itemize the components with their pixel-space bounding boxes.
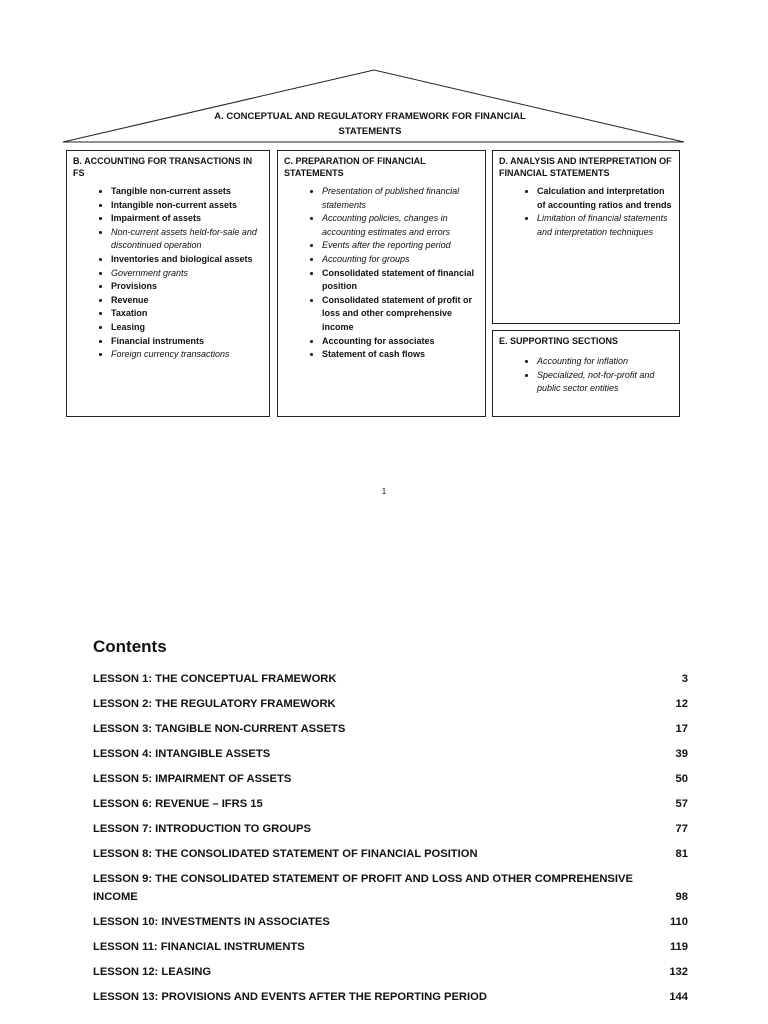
box-e-title: E. SUPPORTING SECTIONS <box>499 336 619 346</box>
toc-entry-page: 81 <box>675 848 688 860</box>
framework-list-item: • Intangible non-current assets <box>111 199 263 213</box>
box-b-list <box>73 185 263 362</box>
box-e-list <box>499 355 673 396</box>
toc-entry-label: LESSON 7: INTRODUCTION TO GROUPS <box>93 823 311 835</box>
box-c-title: C. PREPARATION OF FINANCIAL STATEMENTS <box>284 156 426 178</box>
toc-entry-page: 119 <box>669 941 688 953</box>
toc-entry-label: LESSON 4: INTANGIBLE ASSETS <box>93 748 271 760</box>
framework-box-c <box>277 150 486 417</box>
framework-list-item: • Provisions <box>111 280 263 294</box>
framework-list-item: • Financial instruments <box>111 335 263 349</box>
toc-entry[interactable] <box>93 745 688 763</box>
table-of-contents <box>93 670 688 1013</box>
box-d-title: D. ANALYSIS AND INTERPRETATION OF FINANCIAL STATEMENTS <box>499 156 672 178</box>
toc-entry-label: LESSON 11: FINANCIAL INSTRUMENTS <box>93 941 305 953</box>
toc-entry[interactable] <box>93 795 688 813</box>
toc-entry[interactable] <box>93 695 688 713</box>
toc-entry[interactable] <box>93 820 688 838</box>
framework-list-item: • Events after the reporting period <box>322 239 479 253</box>
toc-entry[interactable] <box>93 670 688 688</box>
toc-entry-label: LESSON 13: PROVISIONS AND EVENTS AFTER THE REPORTING PERIOD <box>93 991 487 1003</box>
framework-list-item: • Accounting for associates <box>322 335 479 349</box>
framework-list-item: • Presentation of published financial statements <box>322 185 479 212</box>
toc-entry-label: LESSON 6: REVENUE – IFRS 15 <box>93 798 263 810</box>
framework-list-item: • Taxation <box>111 307 263 321</box>
framework-list-item: • Specialized, not-for-profit and public sector entities <box>537 369 673 396</box>
framework-list-item: • Accounting for groups <box>322 253 479 267</box>
toc-entry-label: LESSON 3: TANGIBLE NON-CURRENT ASSETS <box>93 723 346 735</box>
framework-a-title: A. CONCEPTUAL AND REGULATORY FRAMEWORK FOR FINANCIAL STATEMENTS <box>214 111 526 137</box>
page-number: 1 <box>381 487 387 496</box>
framework-list-item: • Non-current assets held-for-sale and discontinued operation <box>111 226 263 253</box>
framework-list-item: • Calculation and interpretation of accounting ratios and trends <box>537 185 673 212</box>
toc-entry-label: LESSON 12: LEASING <box>93 966 212 978</box>
toc-entry[interactable] <box>93 770 688 788</box>
toc-entry-label: LESSON 10: INVESTMENTS IN ASSOCIATES <box>93 916 330 928</box>
toc-entry-page: 98 <box>675 891 688 903</box>
framework-list-item: • Statement of cash flows <box>322 348 479 362</box>
toc-entry-page: 144 <box>669 991 688 1003</box>
framework-list-item: • Foreign currency transactions <box>111 348 263 362</box>
toc-entry-page: 12 <box>675 698 688 710</box>
toc-entry-label: LESSON 5: IMPAIRMENT OF ASSETS <box>93 773 292 785</box>
toc-entry[interactable] <box>93 845 688 863</box>
toc-entry-label: LESSON 2: THE REGULATORY FRAMEWORK <box>93 698 336 710</box>
framework-list-item: • Inventories and biological assets <box>111 253 263 267</box>
framework-list-item: • Accounting for inflation <box>537 355 673 369</box>
toc-entry[interactable] <box>93 963 688 981</box>
framework-list-item: • Consolidated statement of financial position <box>322 267 479 294</box>
framework-box-b <box>66 150 270 417</box>
framework-list-item: • Leasing <box>111 321 263 335</box>
toc-entry-page: 3 <box>681 673 688 685</box>
toc-entry-page: 39 <box>675 748 688 760</box>
framework-list-item: • Consolidated statement of profit or loss and other comprehensive income <box>322 294 479 335</box>
box-b-title: B. ACCOUNTING FOR TRANSACTIONS IN FS <box>73 156 253 178</box>
toc-entry-page: 17 <box>675 723 688 735</box>
framework-list-item: • Accounting policies, changes in accounting estimates and errors <box>322 212 479 239</box>
toc-entry[interactable] <box>93 870 688 906</box>
toc-entry-label: LESSON 1: THE CONCEPTUAL FRAMEWORK <box>93 673 337 685</box>
toc-entry-label: LESSON 9: THE CONSOLIDATED STATEMENT OF PROFIT AND LOSS AND OTHER COMPREHENSIVE INCOME <box>93 873 633 903</box>
toc-entry-page: 110 <box>669 916 688 928</box>
framework-list-item: • Revenue <box>111 294 263 308</box>
box-c-list <box>284 185 479 362</box>
toc-entry-page: 57 <box>675 798 688 810</box>
toc-entry[interactable] <box>93 938 688 956</box>
toc-entry-page: 132 <box>669 966 688 978</box>
framework-list-item: • Limitation of financial statements and interpretation techniques <box>537 212 673 239</box>
box-d-list <box>499 185 673 239</box>
toc-entry[interactable] <box>93 913 688 931</box>
contents-title: Contents <box>93 637 167 656</box>
toc-entry-page: 77 <box>675 823 688 835</box>
framework-list-item: • Impairment of assets <box>111 212 263 226</box>
framework-box-d <box>492 150 680 324</box>
framework-box-e <box>492 330 680 417</box>
toc-entry[interactable] <box>93 988 688 1006</box>
framework-list-item: • Government grants <box>111 267 263 281</box>
framework-list-item: • Tangible non-current assets <box>111 185 263 199</box>
toc-entry-label: LESSON 8: THE CONSOLIDATED STATEMENT OF FINANCIAL POSITION <box>93 848 478 860</box>
toc-entry-page: 50 <box>675 773 688 785</box>
toc-entry[interactable] <box>93 720 688 738</box>
